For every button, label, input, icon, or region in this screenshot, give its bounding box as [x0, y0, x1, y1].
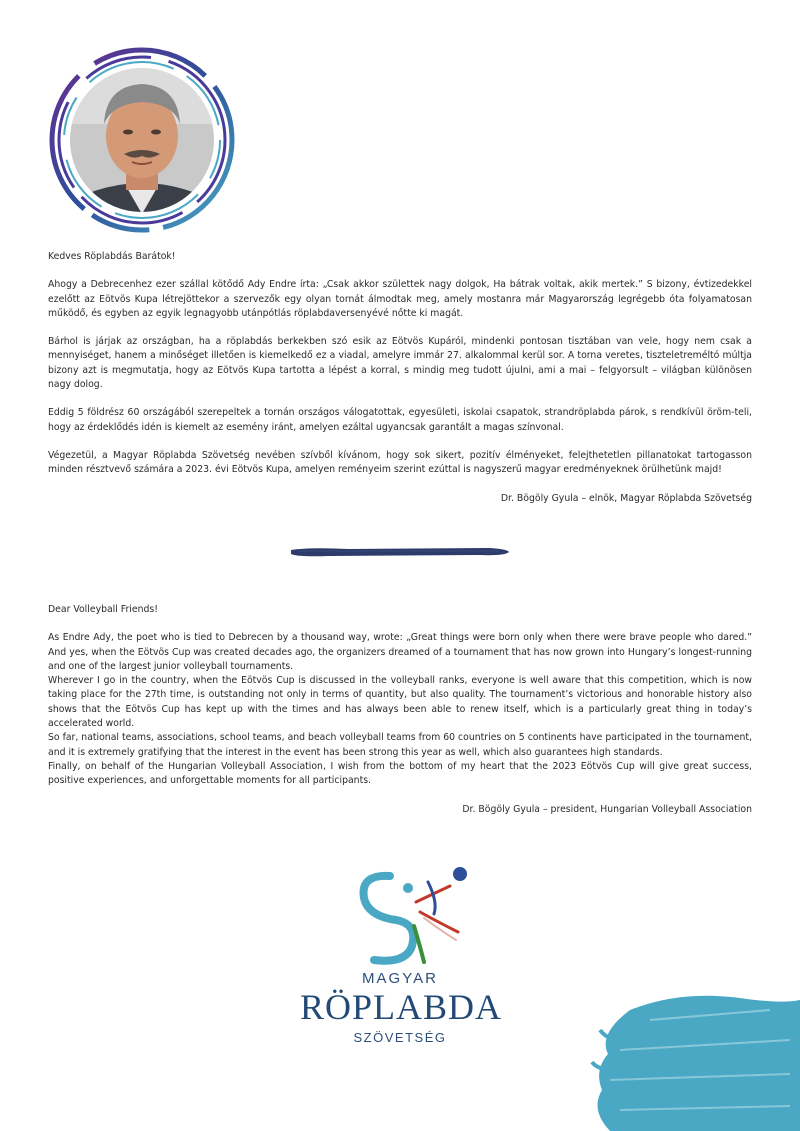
english-paragraph: As Endre Ady, the poet who is tied to Debrecen by a thousand way, wrote: „Great things were born only when there were brave people who dared.” And yes, when the Eötvös Cup was created decades ago, the organizers dreamed of a tournament that has now grown into Hungary’s longest-running and one of the largest junior volleyball tournaments.: [48, 632, 752, 672]
hungarian-signature: Dr. Bögöly Gyula – elnök, Magyar Röplabda Szövetség: [500, 492, 752, 504]
logo-text-magyar: MAGYAR: [362, 970, 438, 987]
hungarian-paragraph: Bárhol is járjak az országban, ha a röplabdás berkekben szó esik az Eötvös Kupáról, mindenki pontosan tisztában van vele, hogy nem csak a mennyiséget, hanem a minőséget illetően is kiemelkedő ez a viadal, amelyre immár 27. alkalommal kerül sor. A torna veretes, tiszteletreméltó múltja bizony azt is megmutatja, hogy az Eötvös Kupa tartotta a lépést a korral, s mindig meg tudott újulni, ami a mai – felgyorsult – világban különösen nagy dolog.: [48, 336, 752, 391]
hungarian-greeting: Kedves Röplabdás Barátok!: [48, 251, 176, 262]
portrait-image: [46, 44, 238, 236]
english-signature: Dr. Bögöly Gyula – president, Hungarian Volleyball Association: [462, 803, 752, 815]
logo-text-roplabda: RÖPLABDA: [300, 987, 503, 1027]
hungarian-paragraph: Végezetül, a Magyar Röplabda Szövetség nevében szívből kívánom, hogy sok sikert, pozitív élményeket, felejthetetlen pillanatokat tartogasson minden résztvevő számára a 2023. évi Eötvös Kupa, amelyen reményeim szerint ezúttal is nagyszerű magyar eredményeknek örülhetünk majd!: [48, 449, 752, 476]
hungarian-paragraph: Eddig 5 földrész 60 országából szerepeltek a tornán országos válogatottak, egyesületi, iskolai csapatok, strandröplabda párok, s rendkívül öröm-teli, hogy az érdeklődés idén is kiemelt az esemény iránt, amelyen ezáltal ugyancsak garantált a magas színvonal.: [48, 407, 752, 433]
english-paragraph: Wherever I go in the country, when the Eötvös Cup is discussed in the volleyball ranks, everyone is well aware that this competition, which is now taking place for the 27th time, is outstanding not only in terms of quantity, but also quality. The tournament’s victorious and honorable history also shows that the Eötvös Cup has kept up with the times and has always been able to renew itself, which is a particularly great thing in today’s accelerated world.: [48, 675, 752, 730]
federation-logo: [300, 862, 503, 1052]
section-divider: [289, 545, 511, 559]
hungarian-letter: [48, 250, 752, 506]
hungarian-paragraph: Ahogy a Debrecenhez ezer szállal kötődő Ady Endre írta: „Csak akkor születtek nagy dolgok, Ha bátrak voltak, akik mertek.” S bizony, évtizedekkel ezelőtt az Eötvös Kupa létrejöttekor a szervezők egy olyan tornát álmodtak meg, amely mostanra már Magyarország legrégebb óta folyamatosan működő, és egyben az egyik legnagyobb utánpótlás röplabdaversenyévé nőtte ki magát.: [48, 279, 752, 319]
decorative-brush-splash: [590, 990, 800, 1131]
english-greeting: Dear Volleyball Friends!: [48, 604, 158, 615]
english-paragraph: Finally, on behalf of the Hungarian Volleyball Association, I wish from the bottom of my heart that the 2023 Eötvös Cup will give great success, positive experiences, and unforgettable moments for all participants.: [48, 760, 752, 787]
volleyball-player-icon: [340, 862, 480, 970]
english-paragraph: So far, national teams, associations, school teams, and beach volleyball teams from 60 countries on 5 continents have participated in the tournament, and it is extremely gratifying that the interest in the event has been strong this year as well, which also guarantees high standards.: [48, 732, 752, 758]
logo-text-szovetseg: SZÖVETSÉG: [353, 1030, 447, 1045]
english-letter: [48, 603, 752, 817]
author-portrait: [46, 44, 238, 236]
